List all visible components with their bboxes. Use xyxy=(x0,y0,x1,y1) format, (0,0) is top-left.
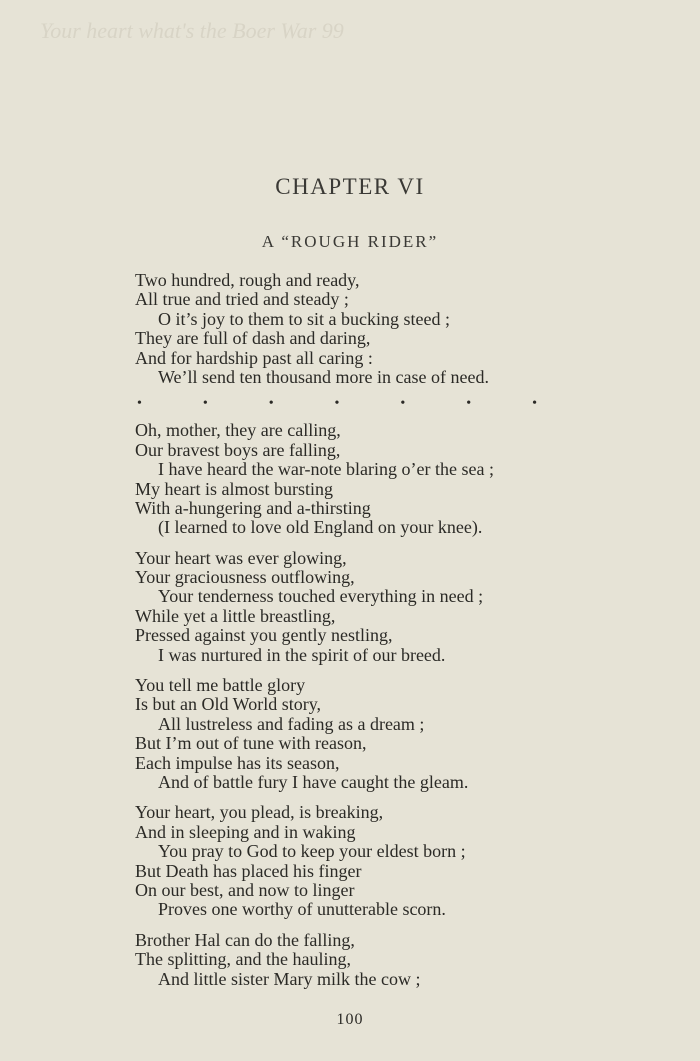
poem-line: Proves one worthy of unutterable scorn. xyxy=(158,899,446,920)
ellipsis-dot: • xyxy=(202,396,208,412)
poem-line: Pressed against you gently nestling, xyxy=(135,625,393,646)
stanza xyxy=(135,931,695,989)
poem-line: Your tenderness touched everything in need ; xyxy=(158,586,484,607)
poem-line: On our best, and now to linger xyxy=(135,879,355,900)
poem-line: And in sleeping and in waking xyxy=(135,821,356,842)
poem-line: All lustreless and fading as a dream ; xyxy=(158,713,425,734)
stanza xyxy=(135,421,695,537)
chapter-title: CHAPTER VI xyxy=(275,174,425,199)
poem-line: Your heart was ever glowing, xyxy=(135,547,347,568)
poem-line: And of battle fury I have caught the gleam. xyxy=(158,771,469,792)
poem-title: A “ROUGH RIDER” xyxy=(261,232,439,251)
stanza xyxy=(135,271,695,387)
poem-line: The splitting, and the hauling, xyxy=(135,949,351,970)
poem-line: Our bravest boys are falling, xyxy=(135,439,341,460)
poem-line: Brother Hal can do the falling, xyxy=(135,929,355,950)
ellipsis-dot: • xyxy=(400,396,406,412)
page-number: 100 xyxy=(336,1011,364,1028)
bleed-through-header: Your heart what's the Boer War 99 xyxy=(40,18,344,43)
poem-line: We’ll send ten thousand more in case of need. xyxy=(158,366,489,387)
poem-line: But Death has placed his finger xyxy=(135,860,362,881)
poem-line: Each impulse has its season, xyxy=(135,752,340,773)
poem-line: Is but an Old World story, xyxy=(135,694,322,715)
ellipsis-dot: • xyxy=(334,396,340,412)
poem-line: Oh, mother, they are calling, xyxy=(135,420,341,441)
poem-line: I have heard the war-note blaring o’er the sea ; xyxy=(158,459,494,480)
poem-line: You pray to God to keep your eldest born ; xyxy=(158,841,466,862)
poem-line: You tell me battle glory xyxy=(135,675,306,696)
poem-line: With a-hungering and a-thirsting xyxy=(135,497,371,518)
poem-line: They are full of dash and daring, xyxy=(135,328,371,349)
poem-body xyxy=(135,271,695,989)
stanza xyxy=(135,803,695,919)
poem-line: Your graciousness outflowing, xyxy=(135,567,355,588)
poem-line: All true and tried and steady ; xyxy=(135,289,349,310)
poem-line: But I’m out of tune with reason, xyxy=(135,733,367,754)
poem-line: I was nurtured in the spirit of our breed. xyxy=(158,644,446,665)
poem-line: Two hundred, rough and ready, xyxy=(135,270,360,290)
ellipsis-dot: • xyxy=(466,396,472,412)
poem-line: And for hardship past all caring : xyxy=(135,347,373,368)
ellipsis-dot: • xyxy=(532,396,537,412)
poem-line: (I learned to love old England on your knee). xyxy=(158,517,483,538)
poem-line: Your heart, you plead, is breaking, xyxy=(135,802,384,823)
ellipsis-row xyxy=(137,387,537,421)
poem-line: My heart is almost bursting xyxy=(135,478,333,499)
stanza xyxy=(135,676,695,792)
ellipsis-dot: • xyxy=(137,396,142,412)
ellipsis-dot: • xyxy=(268,396,274,412)
poem-line: And little sister Mary milk the cow ; xyxy=(158,968,421,989)
poem-line: While yet a little breastling, xyxy=(135,605,336,626)
stanza xyxy=(135,549,695,665)
poem-line: O it’s joy to them to sit a bucking steed ; xyxy=(158,308,450,329)
